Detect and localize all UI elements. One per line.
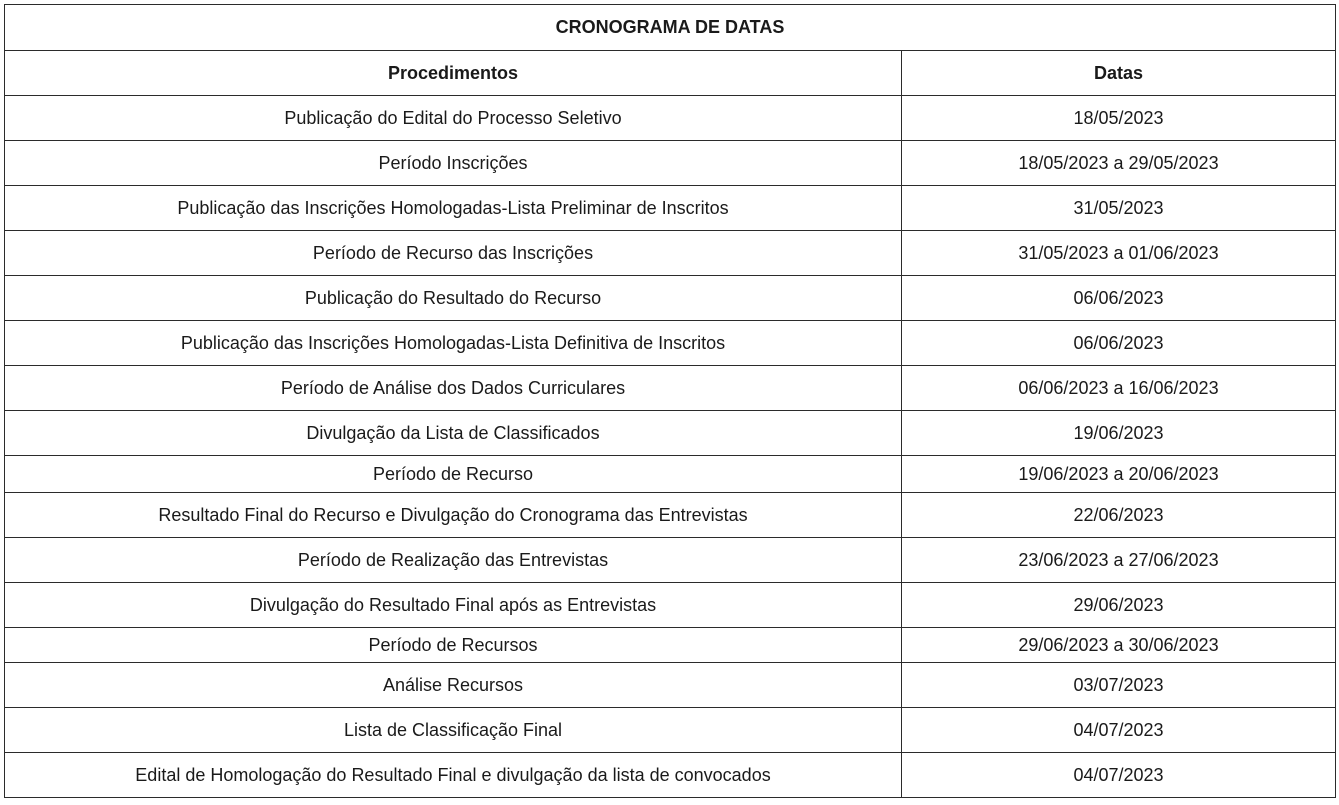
data-cell: 03/07/2023 bbox=[1073, 674, 1164, 695]
table-title: CRONOGRAMA DE DATAS bbox=[5, 5, 1335, 51]
data-cell: 29/06/2023 bbox=[1073, 594, 1164, 615]
data-cell: 04/07/2023 bbox=[1073, 719, 1164, 740]
data-cell: 31/05/2023 bbox=[1073, 197, 1164, 218]
procedimento-cell: Edital de Homologação do Resultado Final e divulgação da lista de convocados bbox=[5, 753, 902, 797]
data-cell: 06/06/2023 bbox=[1073, 287, 1164, 308]
procedimento-cell: Divulgação da Lista de Classificados bbox=[5, 411, 902, 455]
procedimento-cell: Período Inscrições bbox=[5, 141, 902, 185]
table-row bbox=[5, 141, 1335, 186]
procedimento-cell: Lista de Classificação Final bbox=[5, 708, 902, 752]
data-cell: 18/05/2023 a 29/05/2023 bbox=[1018, 152, 1219, 173]
procedimento-cell: Período de Análise dos Dados Curriculares bbox=[5, 366, 902, 410]
table-row bbox=[5, 628, 1335, 663]
procedimento-cell: Publicação das Inscrições Homologadas-Lista Preliminar de Inscritos bbox=[5, 186, 902, 230]
data-cell: 31/05/2023 a 01/06/2023 bbox=[1018, 242, 1219, 263]
procedimento-cell: Resultado Final do Recurso e Divulgação do Cronograma das Entrevistas bbox=[5, 493, 902, 537]
data-cell: 06/06/2023 a 16/06/2023 bbox=[1018, 377, 1219, 398]
table-row bbox=[5, 663, 1335, 708]
table-row bbox=[5, 456, 1335, 493]
cronograma-table bbox=[4, 4, 1336, 798]
data-cell: 19/06/2023 bbox=[1073, 422, 1164, 443]
procedimento-cell: Divulgação do Resultado Final após as Entrevistas bbox=[5, 583, 902, 627]
table-row bbox=[5, 538, 1335, 583]
data-cell: 18/05/2023 bbox=[1073, 107, 1164, 128]
procedimento-cell: Publicação do Edital do Processo Seletivo bbox=[5, 96, 902, 140]
procedimento-cell: Análise Recursos bbox=[5, 663, 902, 707]
data-cell: 06/06/2023 bbox=[1073, 332, 1164, 353]
procedimento-cell: Período de Realização das Entrevistas bbox=[5, 538, 902, 582]
table-row bbox=[5, 186, 1335, 231]
table-row bbox=[5, 96, 1335, 141]
procedimento-cell: Publicação do Resultado do Recurso bbox=[5, 276, 902, 320]
data-cell: 04/07/2023 bbox=[1073, 764, 1164, 785]
table-row bbox=[5, 708, 1335, 753]
data-cell: 29/06/2023 a 30/06/2023 bbox=[1018, 634, 1219, 655]
table-row bbox=[5, 583, 1335, 628]
table-row bbox=[5, 411, 1335, 456]
table-row bbox=[5, 231, 1335, 276]
header-datas: Datas bbox=[1093, 62, 1144, 83]
table-row bbox=[5, 753, 1335, 797]
table-row bbox=[5, 493, 1335, 538]
procedimento-cell: Período de Recurso das Inscrições bbox=[5, 231, 902, 275]
procedimento-cell: Período de Recursos bbox=[5, 628, 902, 662]
data-cell: 19/06/2023 a 20/06/2023 bbox=[1018, 463, 1219, 484]
table-row bbox=[5, 276, 1335, 321]
data-cell: 22/06/2023 bbox=[1073, 504, 1164, 525]
header-procedimentos: Procedimentos bbox=[5, 51, 902, 95]
table-row bbox=[5, 321, 1335, 366]
data-cell: 23/06/2023 a 27/06/2023 bbox=[1018, 549, 1219, 570]
procedimento-cell: Período de Recurso bbox=[5, 456, 902, 492]
table-row bbox=[5, 366, 1335, 411]
table-header-row bbox=[5, 51, 1335, 96]
procedimento-cell: Publicação das Inscrições Homologadas-Lista Definitiva de Inscritos bbox=[5, 321, 902, 365]
